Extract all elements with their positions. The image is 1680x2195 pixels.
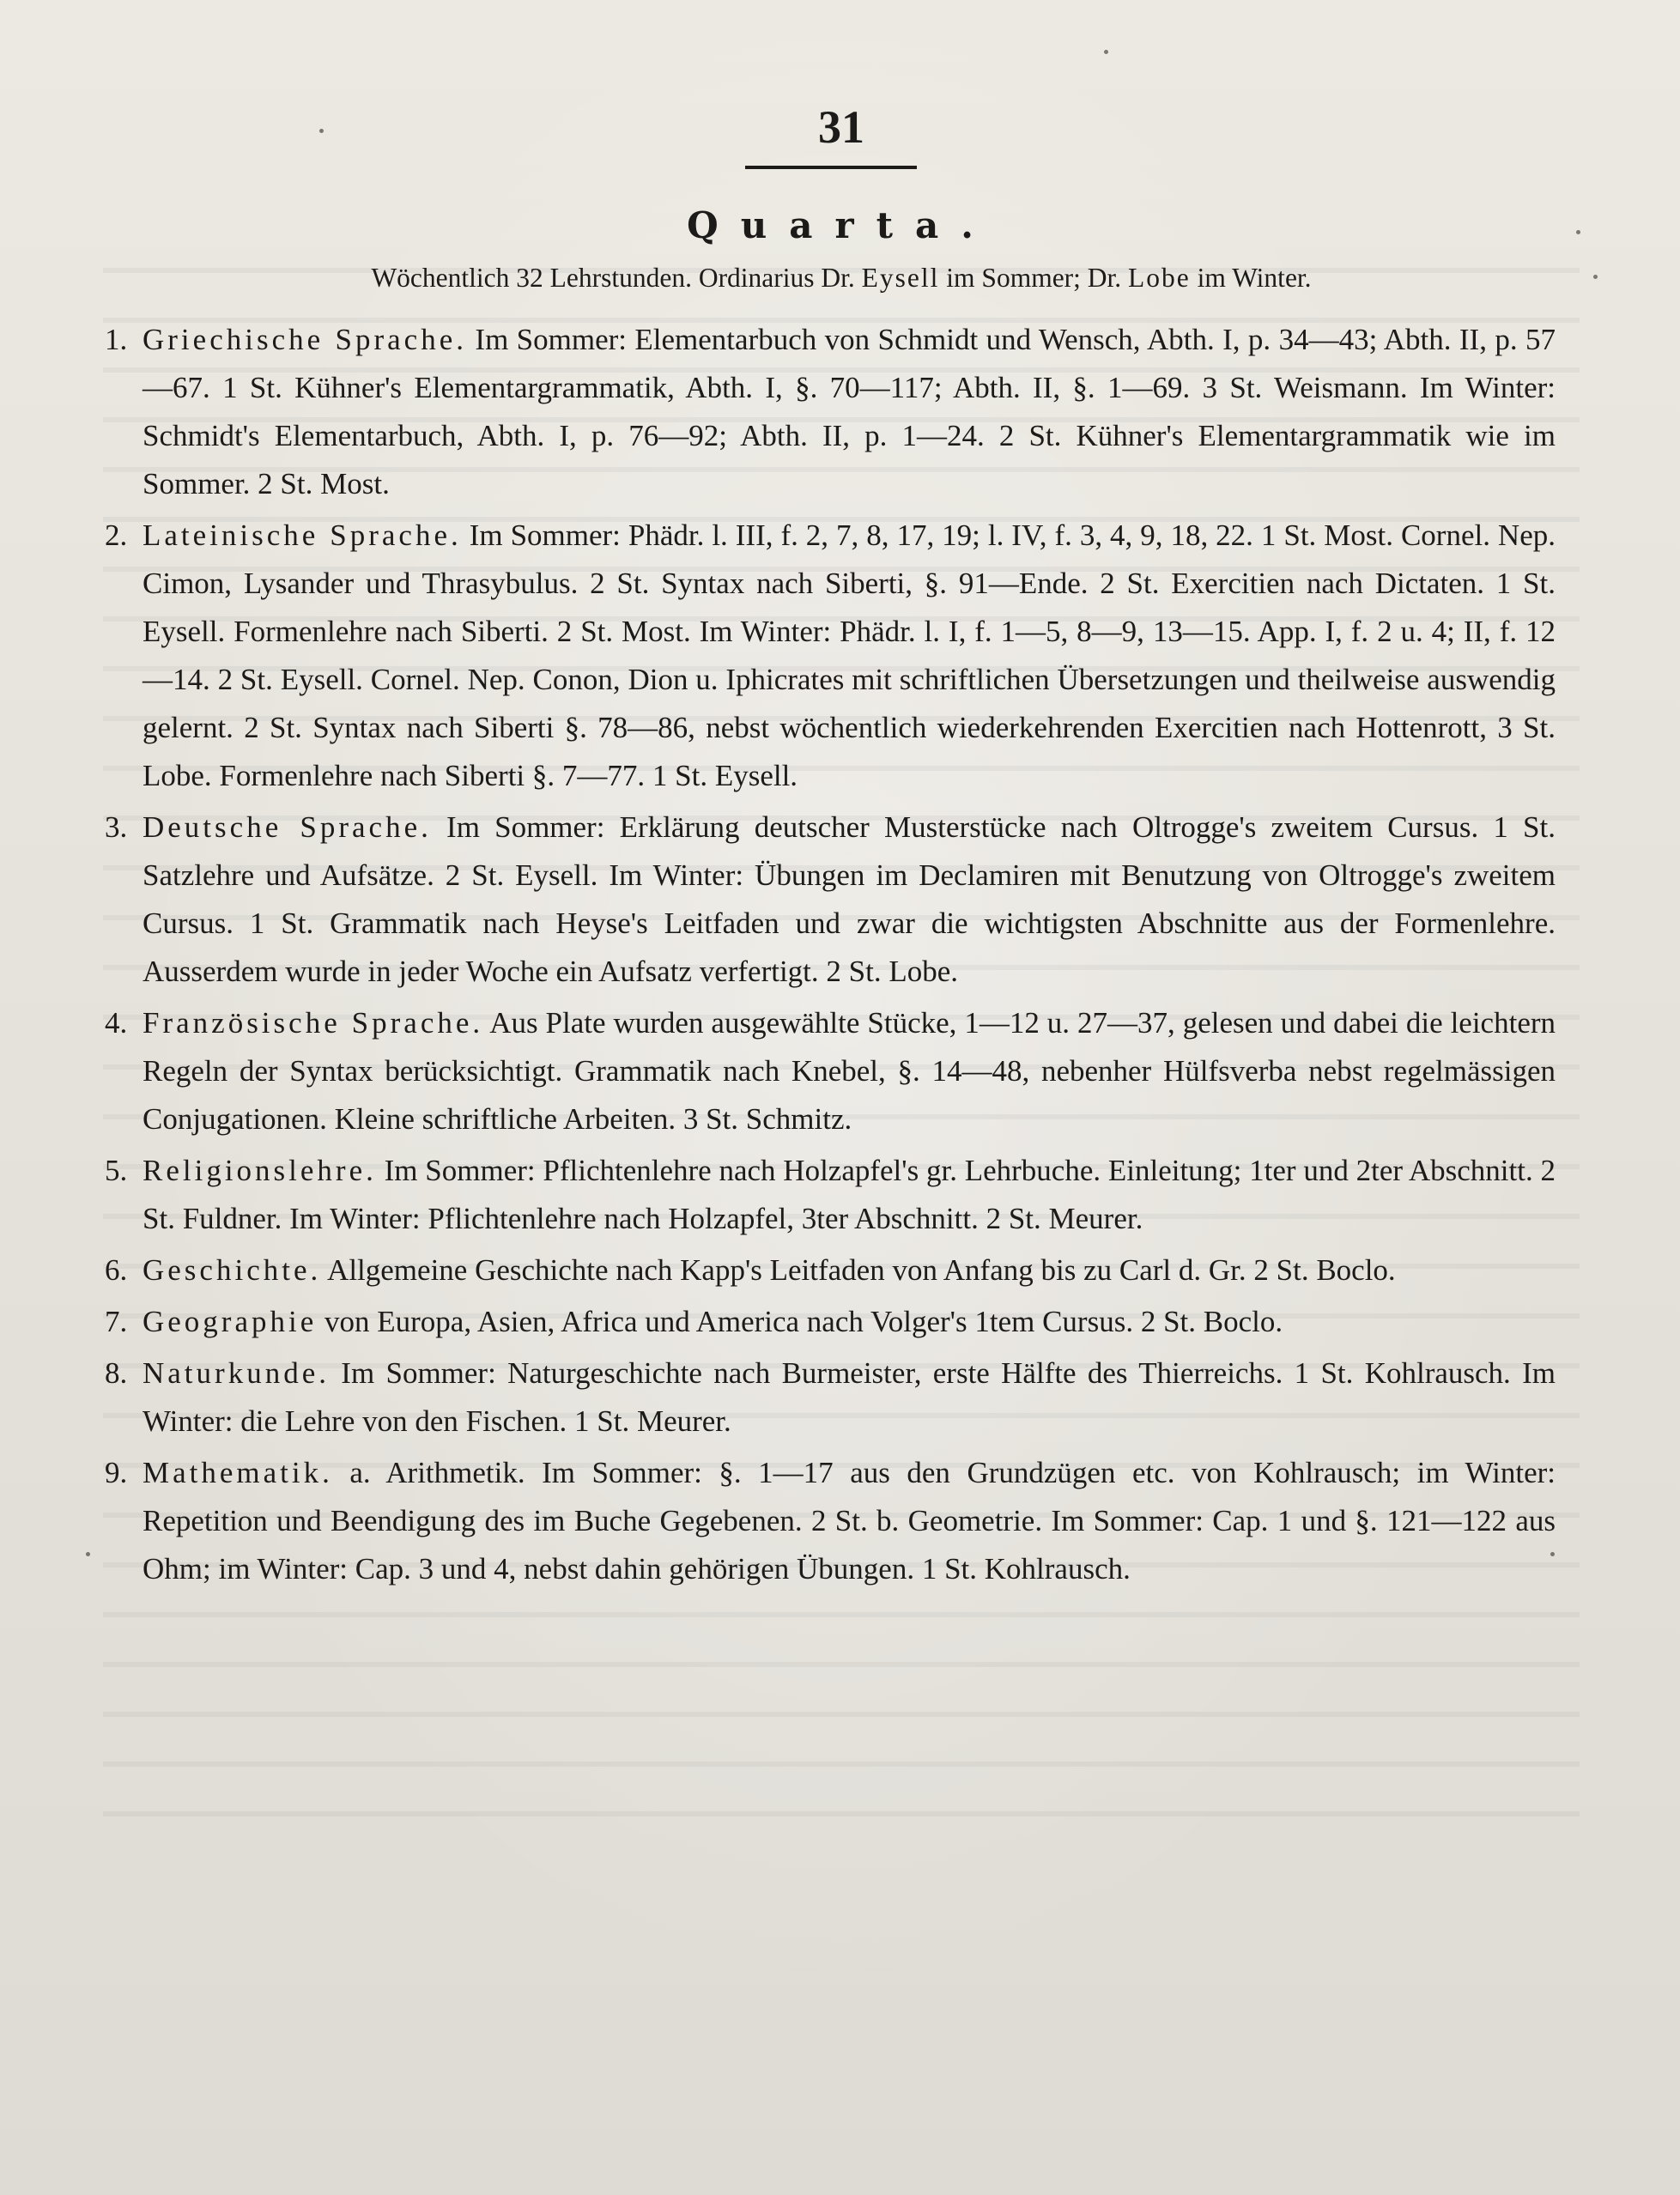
section-text: Im Sommer: Phädr. l. III, f. 2, 7, 8, 17, 19; l. IV, f. 3, 4, 9, 18, 22. 1 St. Most. Cornel. Nep. Cimon, Lysander und Thrasybulus. 2 St. Syntax nach Siberti, §. 91—Ende. 2 St. Exercitien nach Dictaten. 1 St. Eysell. Formenlehre nach Siberti. 2 St. Most. Im Winter: Phädr. l. I, f. 1—5, 8—9, 13—15. App. I, f. 2 u. 4; II, f. 12—14. 2 St. Eysell. Cornel. Nep. Conon, Dion u. Iphicrates mit schriftlichen Übersetzungen und theilweise auswendig gelernt. 2 St. Syntax nach Siberti §. 78—86, nebst wöchentlich wiederkehrenden Exercitien nach Hottenrott, 3 St. Lobe. Formenlehre nach Siberti §. 7—77. 1 St. Eysell. — [143, 518, 1556, 792]
section-heading: Lateinische Sprache. — [143, 518, 462, 552]
page-number: 31 — [818, 101, 864, 153]
section-number: 8. — [105, 1356, 128, 1390]
subject-french — [105, 999, 1556, 1143]
section-heading: Griechische Sprache. — [143, 323, 468, 356]
header-rule — [745, 166, 917, 169]
section-text: Im Sommer: Naturgeschichte nach Burmeister, erste Hälfte des Thierreichs. 1 St. Kohlrausch. Im Winter: die Lehre von den Fischen. 1 St. Meurer. — [143, 1356, 1556, 1438]
section-number: 7. — [105, 1305, 128, 1338]
ordinarius-winter: Lobe — [1128, 263, 1191, 293]
section-heading: Naturkunde. — [143, 1356, 330, 1390]
section-text: Allgemeine Geschichte nach Kapp's Leitfaden von Anfang bis zu Carl d. Gr. 2 St. Boclo. — [321, 1253, 1396, 1287]
subject-mathematics — [105, 1449, 1556, 1593]
section-heading: Geographie — [143, 1305, 318, 1338]
subtitle-middle: im Sommer; Dr. — [939, 263, 1129, 293]
section-number: 5. — [105, 1154, 128, 1187]
section-number: 1. — [105, 323, 128, 356]
section-number: 3. — [105, 810, 128, 844]
subject-religion — [105, 1147, 1556, 1243]
subtitle-prefix: Wöchentlich 32 Lehrstunden. Ordinarius Dr. — [371, 263, 862, 293]
subject-list — [105, 316, 1556, 1597]
section-number: 4. — [105, 1006, 128, 1040]
subject-german — [105, 803, 1556, 996]
section-text: a. Arithmetik. Im Sommer: §. 1—17 aus den Grundzügen etc. von Kohlrausch; im Winter: Repetition und Beendigung des im Buche Gegebenen. 2 St. b. Geometrie. Im Sommer: Cap. 1 und §. 121—122 aus Ohm; im Winter: Cap. 3 und 4, nebst dahin gehörigen Übungen. 1 St. Kohlrausch. — [143, 1456, 1556, 1586]
section-heading: Religionslehre. — [143, 1154, 377, 1187]
section-heading: Mathematik. — [143, 1456, 333, 1489]
section-text: Aus Plate wurden ausgewählte Stücke, 1—12 u. 27—37, gelesen und dabei die leichtern Regeln der Syntax berücksichtigt. Grammatik nach Knebel, §. 14—48, nebenher Hülfsverba nebst regelmässigen Conjugationen. Kleine schriftliche Arbeiten. 3 St. Schmitz. — [143, 1006, 1556, 1136]
section-text: von Europa, Asien, Africa und America nach Volger's 1tem Cursus. 2 St. Boclo. — [317, 1305, 1283, 1338]
ordinarius-summer: Eysell — [861, 263, 940, 293]
subject-history — [105, 1246, 1556, 1295]
section-number: 9. — [105, 1456, 128, 1489]
subject-natural-science — [105, 1349, 1556, 1446]
subtitle-suffix: im Winter. — [1190, 263, 1312, 293]
subject-geography — [105, 1298, 1556, 1346]
section-number: 6. — [105, 1253, 128, 1287]
section-heading: Französische Sprache. — [143, 1006, 484, 1040]
subject-greek — [105, 316, 1556, 508]
class-subtitle — [155, 259, 1528, 297]
section-heading: Geschichte. — [143, 1253, 322, 1287]
section-text: Im Sommer: Erklärung deutscher Musterstücke nach Oltrogge's zweitem Cursus. 1 St. Satzlehre und Aufsätze. 2 St. Eysell. Im Winter: Übungen im Declamiren mit Benutzung von Oltrogge's zweitem Cursus. 1 St. Grammatik nach Heyse's Leitfaden und zwar die wichtigsten Abschnitte aus der Formenlehre. Ausserdem wurde in jeder Woche ein Aufsatz verfertigt. 2 St. Lobe. — [143, 810, 1556, 988]
section-heading: Deutsche Sprache. — [143, 810, 432, 844]
section-text: Im Sommer: Elementarbuch von Schmidt und Wensch, Abth. I, p. 34—43; Abth. II, p. 57—67. 1 St. Kühner's Elementargrammatik, Abth. I, §. 70—117; Abth. II, §. 1—69. 3 St. Weismann. Im Winter: Schmidt's Elementarbuch, Abth. I, p. 76—92; Abth. II, p. 1—24. 2 St. Kühner's Elementargrammatik wie im Sommer. 2 St. Most. — [143, 323, 1556, 500]
subject-latin — [105, 512, 1556, 800]
section-text: Im Sommer: Pflichtenlehre nach Holzapfel's gr. Lehrbuche. Einleitung; 1ter und 2ter Abschnitt. 2 St. Fuldner. Im Winter: Pflichtenlehre nach Holzapfel, 3ter Abschnitt. 2 St. Meurer. — [143, 1154, 1556, 1235]
page-title: Quarta. — [687, 204, 996, 246]
section-number: 2. — [105, 518, 128, 552]
